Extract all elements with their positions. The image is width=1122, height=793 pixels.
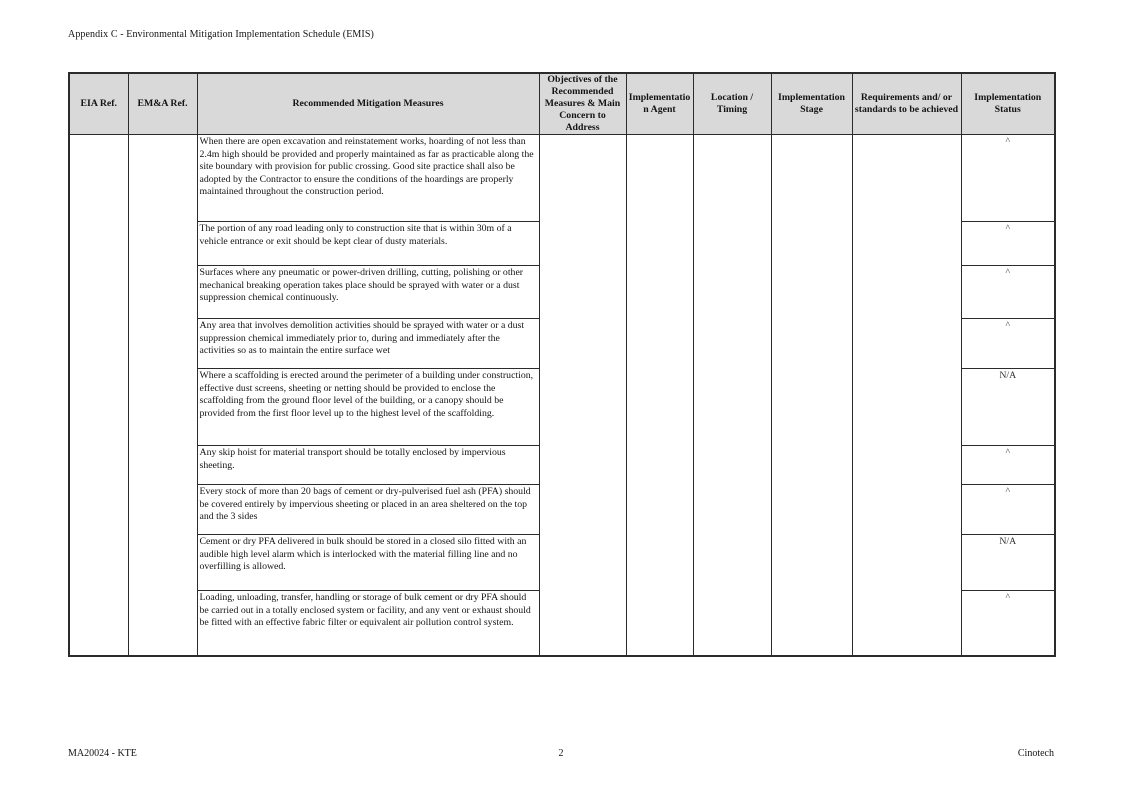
requirements-cell — [852, 135, 961, 657]
status-cell: ^ — [961, 135, 1055, 222]
column-header-implementation-agent: Implementation Agent — [626, 73, 693, 135]
column-header-implementation-status: Implementation Status — [961, 73, 1055, 135]
table-header-row — [69, 73, 1055, 135]
measure-cell: When there are open excavation and reinstatement works, hoarding of not less than 2.4m high should be provided and properly maintained as far as practicable along the site boundary with provision for public crossing. Good site practice shall also be adopted by the Contractor to ensure the conditions of the hoardings are properly maintained throughout the construction period. — [197, 135, 539, 222]
page-title: Appendix C - Environmental Mitigation Implementation Schedule (EMIS) — [68, 29, 374, 40]
emis-table — [68, 72, 1056, 657]
implementation-stage-cell — [771, 135, 852, 657]
table-row — [69, 135, 1055, 222]
status-cell: N/A — [961, 369, 1055, 446]
column-header-eia-ref: EIA Ref. — [69, 73, 128, 135]
measure-cell: Any area that involves demolition activities should be sprayed with water or a dust suppression chemical immediately prior to, during and immediately after the activities so as to maintain the entire surface wet — [197, 319, 539, 369]
location-timing-cell — [693, 135, 771, 657]
status-cell: ^ — [961, 222, 1055, 266]
measure-cell: Surfaces where any pneumatic or power-driven drilling, cutting, polishing or other mechanical breaking operation takes place should be sprayed with water or a dust suppression chemical continuously. — [197, 266, 539, 319]
status-cell: ^ — [961, 591, 1055, 657]
footer-company: Cinotech — [1017, 748, 1054, 759]
measure-cell: Every stock of more than 20 bags of cement or dry-pulverised fuel ash (PFA) should be covered entirely by impervious sheeting or placed in an area sheltered on the top and the 3 sides — [197, 485, 539, 535]
measure-cell: The portion of any road leading only to construction site that is within 30m of a vehicle entrance or exit should be kept clear of dusty materials. — [197, 222, 539, 266]
eia-ref-cell — [69, 135, 128, 657]
measure-cell: Any skip hoist for material transport should be totally enclosed by impervious sheeting. — [197, 446, 539, 485]
column-header-requirements: Requirements and/ or standards to be achieved — [852, 73, 961, 135]
status-cell: ^ — [961, 319, 1055, 369]
implementation-agent-cell — [626, 135, 693, 657]
status-cell: N/A — [961, 535, 1055, 591]
footer-page-number: 2 — [558, 748, 564, 759]
column-header-location-timing: Location / Timing — [693, 73, 771, 135]
footer-project-ref: MA20024 - KTE — [68, 748, 137, 759]
column-header-implementation-stage: Implementation Stage — [771, 73, 852, 135]
status-cell: ^ — [961, 446, 1055, 485]
measure-cell: Loading, unloading, transfer, handling or storage of bulk cement or dry PFA should be carried out in a totally enclosed system or facility, and any vent or exhaust should be fitted with an effective fabric filter or equivalent air pollution control system. — [197, 591, 539, 657]
column-header-objectives: Objectives of the Recommended Measures & Main Concern to Address — [539, 73, 626, 135]
column-header-mitigation-measures: Recommended Mitigation Measures — [197, 73, 539, 135]
measure-cell: Cement or dry PFA delivered in bulk should be stored in a closed silo fitted with an audible high level alarm which is interlocked with the material filling line and no overfilling is allowed. — [197, 535, 539, 591]
status-cell: ^ — [961, 266, 1055, 319]
objectives-cell — [539, 135, 626, 657]
ema-ref-cell — [128, 135, 197, 657]
column-header-ema-ref: EM&A Ref. — [128, 73, 197, 135]
status-cell: ^ — [961, 485, 1055, 535]
measure-cell: Where a scaffolding is erected around the perimeter of a building under construction, effective dust screens, sheeting or netting should be provided to enclose the scaffolding from the ground floor level of the building, or a canopy should be provided from the first floor level up to the highest level of the scaffolding. — [197, 369, 539, 446]
